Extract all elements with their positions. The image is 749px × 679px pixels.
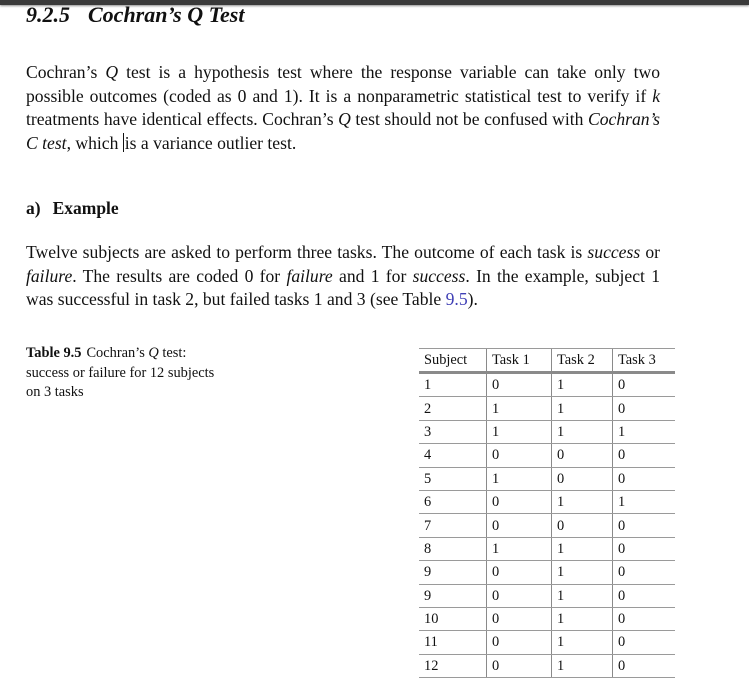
table-row xyxy=(419,444,675,467)
table-row xyxy=(419,561,675,584)
cell-task-2: 1 xyxy=(552,607,613,630)
cell-task-1: 1 xyxy=(487,397,552,420)
emphasis-success: success xyxy=(587,242,641,262)
column-header-task-2: Task 2 xyxy=(552,349,613,373)
cell-subject: 1 xyxy=(419,373,487,397)
section-number: 9.2.5 xyxy=(26,2,70,27)
cell-subject: 6 xyxy=(419,490,487,513)
cell-task-2: 1 xyxy=(552,537,613,560)
cell-subject: 2 xyxy=(419,397,487,420)
table-row xyxy=(419,467,675,490)
cell-task-2: 0 xyxy=(552,444,613,467)
table-row xyxy=(419,490,675,513)
section-heading xyxy=(26,2,244,28)
cell-task-2: 1 xyxy=(552,373,613,397)
section-title: Cochran’s Q Test xyxy=(88,2,245,27)
cell-task-3: 0 xyxy=(613,467,676,490)
cell-subject: 11 xyxy=(419,631,487,654)
subsection-heading xyxy=(26,197,119,219)
table-row xyxy=(419,537,675,560)
table-row xyxy=(419,514,675,537)
cell-task-1: 0 xyxy=(487,584,552,607)
cell-task-1: 0 xyxy=(487,607,552,630)
cell-subject: 3 xyxy=(419,420,487,443)
table-row xyxy=(419,373,675,397)
caption-label: Table 9.5 xyxy=(26,345,82,361)
text-run: Cochran’s xyxy=(26,62,106,82)
text-run: . In the example, subject 1 was successful in task 2, but failed tasks 1 and 3 (see Table xyxy=(26,265,660,309)
table-caption xyxy=(26,344,226,403)
table-row xyxy=(419,420,675,443)
subsection-label: a) xyxy=(26,198,41,218)
cell-task-1: 1 xyxy=(487,420,552,443)
cell-task-3: 0 xyxy=(613,561,676,584)
cell-task-2: 1 xyxy=(552,631,613,654)
column-header-task-3: Task 3 xyxy=(613,349,676,373)
text-run: or xyxy=(640,242,660,262)
cell-task-1: 0 xyxy=(487,490,552,513)
results-table xyxy=(419,348,675,678)
text-run: . The results are coded 0 for xyxy=(72,265,287,286)
cell-task-2: 0 xyxy=(552,467,613,490)
intro-paragraph xyxy=(26,61,660,155)
cell-subject: 5 xyxy=(419,467,487,490)
cell-task-2: 1 xyxy=(552,397,613,420)
text-run: Cochran’s xyxy=(86,345,149,361)
cell-task-2: 1 xyxy=(552,490,613,513)
cell-task-2: 1 xyxy=(552,561,613,584)
cell-task-1: 0 xyxy=(487,654,552,677)
math-k: k xyxy=(652,85,660,106)
cell-task-3: 0 xyxy=(613,584,676,607)
cell-task-1: 1 xyxy=(487,537,552,560)
example-paragraph xyxy=(26,241,660,312)
table-row xyxy=(419,631,675,654)
emphasis-c-test: Cochran’s C test xyxy=(26,109,660,153)
cell-task-2: 1 xyxy=(552,584,613,607)
math-q: Q xyxy=(105,62,119,82)
text-run: is a variance outlier test. xyxy=(124,132,297,153)
cell-subject: 12 xyxy=(419,654,487,677)
table-row xyxy=(419,584,675,607)
cell-task-1: 0 xyxy=(487,631,552,654)
text-run: test should not be confused with xyxy=(350,109,588,129)
cell-task-2: 0 xyxy=(552,514,613,537)
cell-subject: 4 xyxy=(419,444,487,467)
text-run: and 1 for xyxy=(332,265,413,286)
cell-task-3: 0 xyxy=(613,654,676,677)
cell-task-3: 0 xyxy=(613,397,676,420)
column-header-subject: Subject xyxy=(419,349,487,373)
column-header-task-1: Task 1 xyxy=(487,349,552,373)
emphasis-success: success xyxy=(412,265,466,286)
cell-task-3: 0 xyxy=(613,607,676,630)
cell-task-3: 0 xyxy=(613,631,676,654)
text-run: treatments have identical effects. Cochran’s xyxy=(26,109,339,129)
text-cursor xyxy=(123,133,124,152)
cell-task-1: 0 xyxy=(487,373,552,397)
cell-task-3: 1 xyxy=(613,490,676,513)
cell-subject: 8 xyxy=(419,537,487,560)
cell-task-1: 1 xyxy=(487,467,552,490)
emphasis-failure: failure xyxy=(26,265,73,286)
cell-task-3: 0 xyxy=(613,514,676,537)
cell-task-1: 0 xyxy=(487,444,552,467)
table-row xyxy=(419,607,675,630)
text-run: test: success or failure for 12 subjects on 3 tasks xyxy=(26,345,215,400)
cell-subject: 7 xyxy=(419,514,487,537)
table-reference-link[interactable]: 9.5 xyxy=(445,289,468,309)
cell-task-1: 0 xyxy=(487,514,552,537)
text-run: , which xyxy=(66,132,123,153)
text-run: test is a hypothesis test where the response variable can take only two possible outcomes (coded as 0 and 1). It is a nonparametric statistical test to verify if xyxy=(26,62,660,106)
table-row xyxy=(419,654,675,677)
cell-subject: 10 xyxy=(419,607,487,630)
subsection-title: Example xyxy=(52,198,119,218)
cell-task-3: 0 xyxy=(613,444,676,467)
table-header-row xyxy=(419,349,675,373)
math-q: Q xyxy=(148,345,159,361)
text-run: Twelve subjects are asked to perform three tasks. The outcome of each task is xyxy=(26,242,588,262)
cell-task-3: 0 xyxy=(613,373,676,397)
table-row xyxy=(419,397,675,420)
text-run: ). xyxy=(467,289,478,309)
cell-task-1: 0 xyxy=(487,561,552,584)
cell-task-3: 0 xyxy=(613,537,676,560)
cell-task-3: 1 xyxy=(613,420,676,443)
emphasis-failure: failure xyxy=(286,265,333,286)
cell-subject: 9 xyxy=(419,561,487,584)
cell-subject: 9 xyxy=(419,584,487,607)
cell-task-2: 1 xyxy=(552,654,613,677)
math-q: Q xyxy=(338,109,351,129)
cell-task-2: 1 xyxy=(552,420,613,443)
